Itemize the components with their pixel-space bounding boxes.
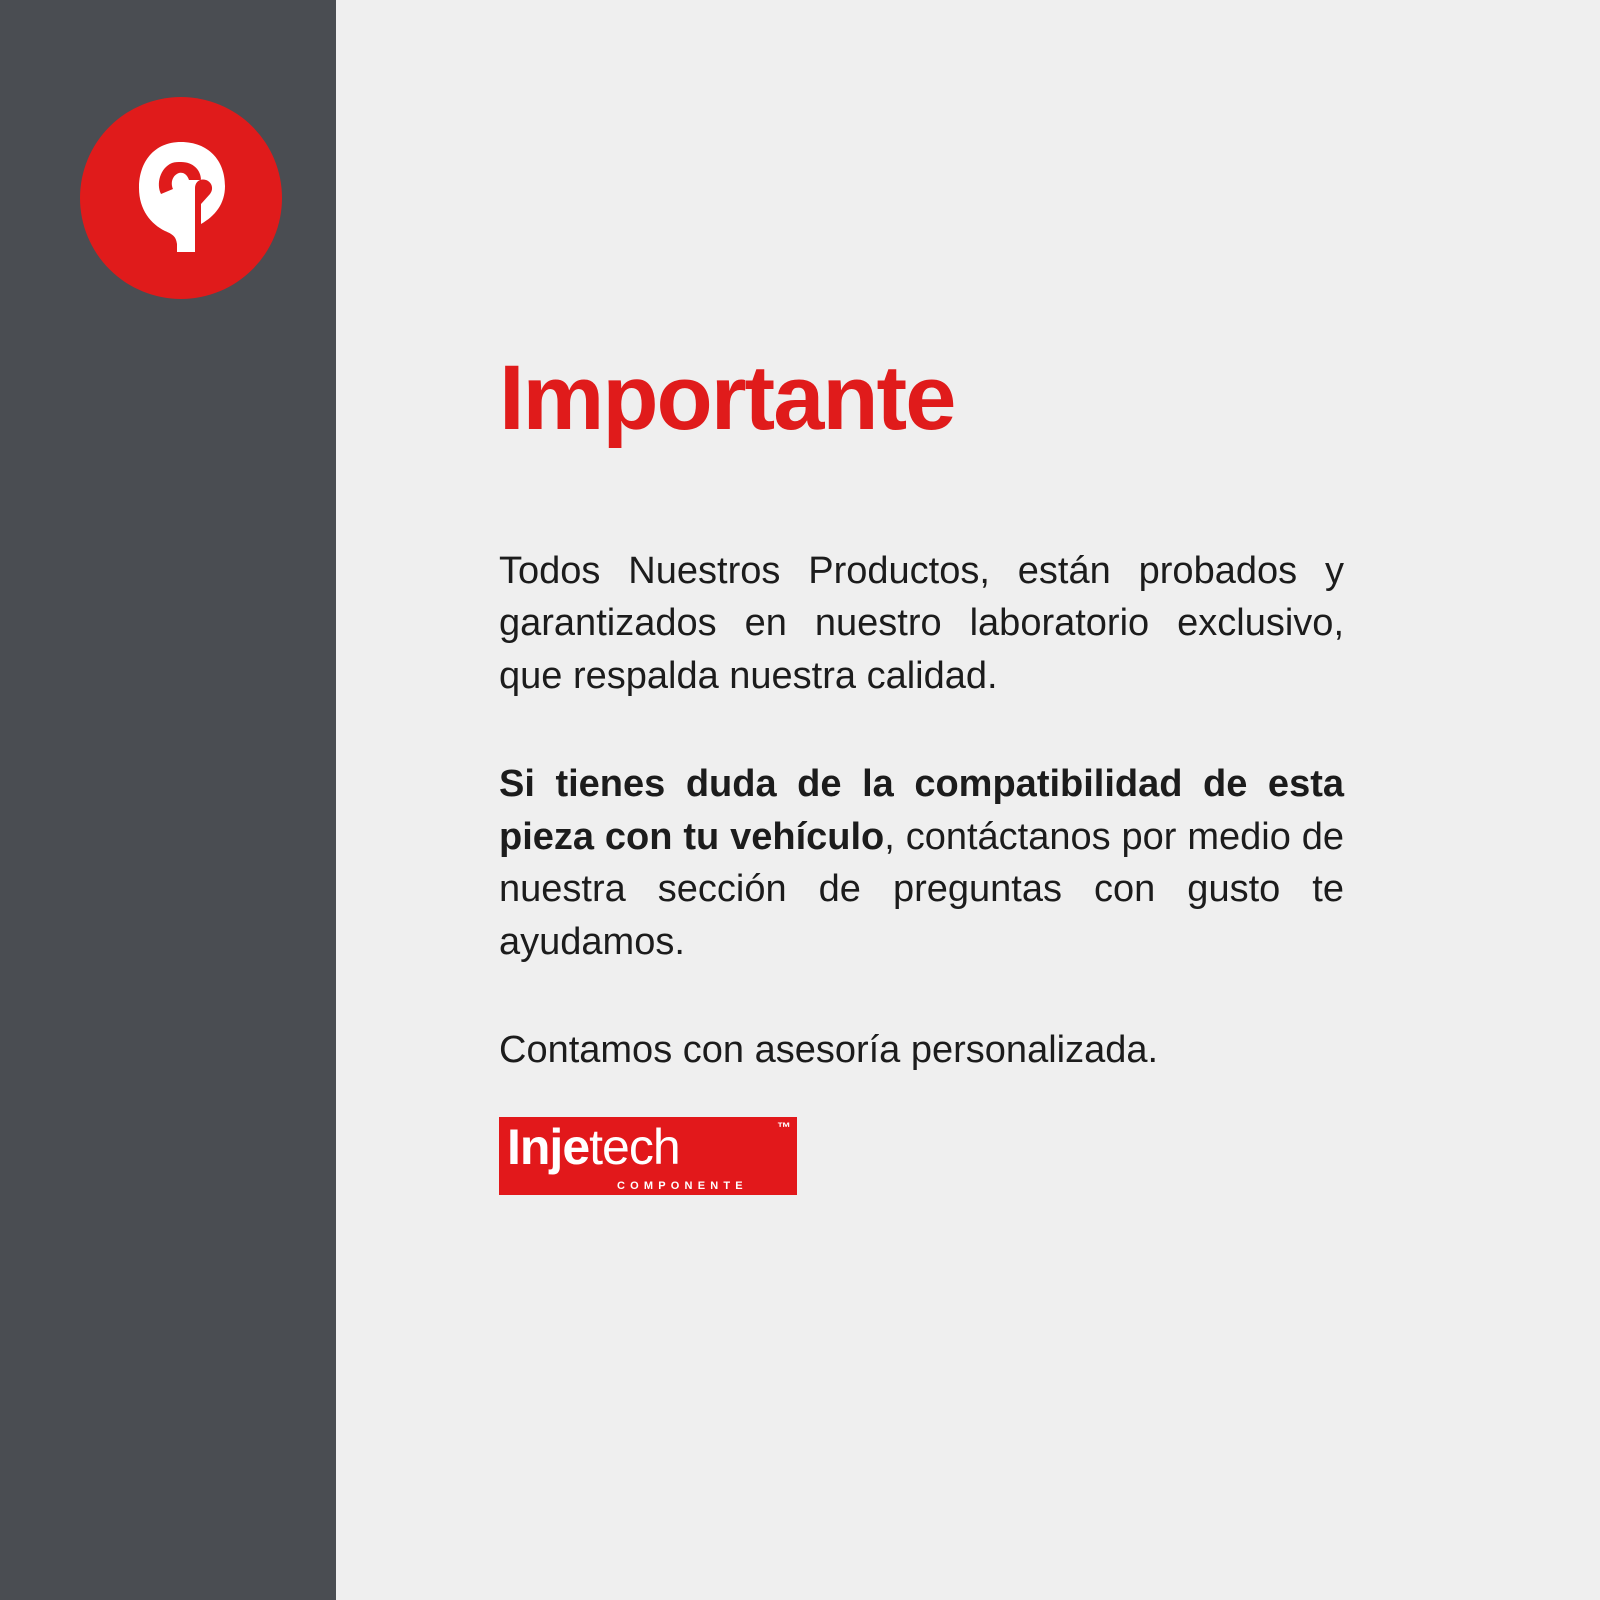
paragraph-intro: Todos Nuestros Productos, están probados y garantizados en nuestro laboratorio exclusivo, que respalda nuestra calidad. — [499, 550, 1344, 697]
injetech-circle-logo-icon — [80, 97, 282, 299]
injetech-wordmark — [507, 1121, 680, 1173]
body-copy — [499, 545, 1344, 1077]
injetech-wordmark-logo — [499, 1117, 797, 1195]
paragraph-compatibility-bold-lead: Si tienes duda de la compatibilidad de esta pieza con tu vehículo — [499, 763, 1344, 858]
left-sidebar — [0, 0, 336, 1600]
trademark-symbol: ™ — [777, 1119, 791, 1135]
paragraph-compatibility-rest: , contáctanos por medio de nuestra sección de preguntas con gusto te ayudamos. — [499, 815, 1344, 963]
injetech-wordmark-subtitle: COMPONENTE — [617, 1180, 748, 1192]
page-title: Importante — [499, 347, 955, 449]
injetech-wordmark-light: tech — [589, 1119, 680, 1175]
content-area — [336, 0, 1600, 1600]
injetech-wordmark-main: Inje — [507, 1119, 590, 1175]
paragraph-advice: Contamos con asesoría personalizada. — [499, 1029, 1159, 1072]
paragraph-compatibility — [499, 758, 1344, 968]
